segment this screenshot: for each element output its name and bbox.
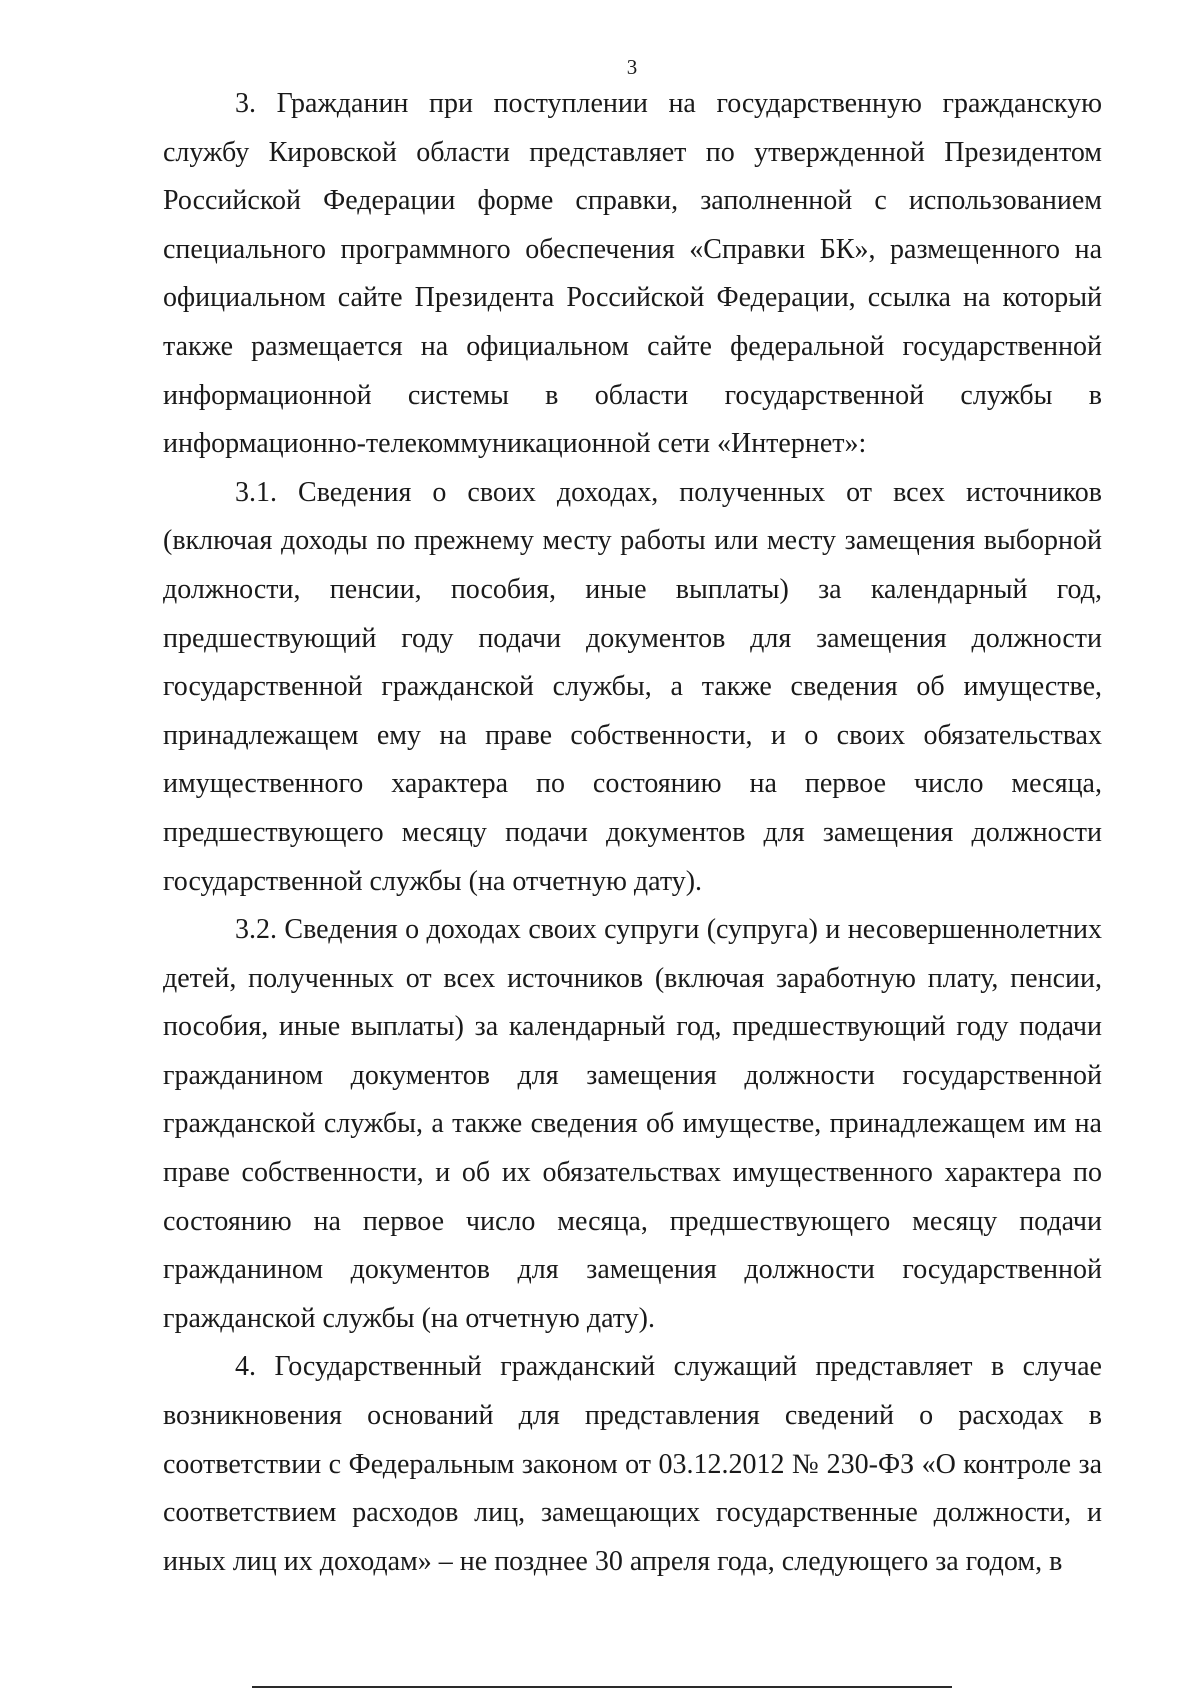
paragraph-3-2: 3.2. Сведения о доходах своих супруги (супруга) и несовершеннолетних детей, полученных от всех источников (включая заработную плату, пенсии, пособия, иные выплаты) за календарный год, предшествующий году подачи гражданином документов для замещения должности государственной гражданской службы, а также сведения об имуществе, принадлежащем им на праве собственности, и об их обязательствах имущественного характера по состоянию на первое число месяца, предшествующего месяцу подачи гражданином документов для замещения должности государственной гражданской службы (на отчетную дату). xyxy=(163,914,1102,1334)
document-body xyxy=(163,80,1102,1586)
page-number: 3 xyxy=(626,55,638,79)
bottom-divider xyxy=(252,1686,952,1688)
paragraph-3: 3. Гражданин при поступлении на государственную гражданскую службу Кировской области представляет по утвержденной Президентом Российской Федерации форме справки, заполненной с использованием специального программного обеспечения «Справки БК», размещенного на официальном сайте Президента Российской Федерации, ссылка на который также размещается на официальном сайте федеральной государственной информационной системы в области государственной службы в информационно-телекоммуникационной сети «Интернет»: xyxy=(163,88,1102,460)
paragraph-3-1: 3.1. Сведения о своих доходах, полученных от всех источников (включая доходы по прежнему месту работы или месту замещения выборной должности, пенсии, пособия, иные выплаты) за календарный год, предшествующий году подачи документов для замещения должности государственной гражданской службы, а также сведения об имуществе, принадлежащем ему на праве собственности, и о своих обязательствах имущественного характера по состоянию на первое число месяца, предшествующего месяцу подачи документов для замещения должности государственной службы (на отчетную дату). xyxy=(163,476,1102,897)
paragraph-4: 4. Государственный гражданский служащий представляет в случае возникновения оснований для представления сведений о расходах в соответствии с Федеральным законом от 03.12.2012 № 230-ФЗ «О контроле за соответствием расходов лиц, замещающих государственные должности, и иных лиц их доходам» – не позднее 30 апреля года, следующего за годом, в xyxy=(163,1351,1102,1577)
